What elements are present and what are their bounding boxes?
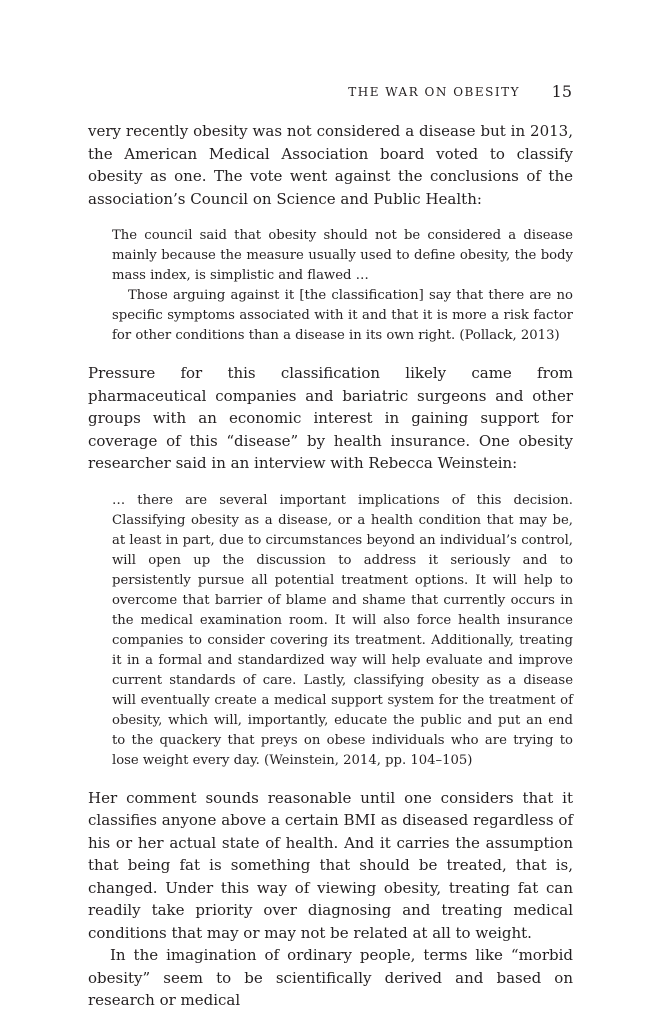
paragraph-2: Pressure for this classification likely came from pharmaceutical companies and bariatric surgeons and other groups with an economic interest in gaining support for coverage of this “disease” by health insurance. One obesity researcher said in an interview with Rebecca Weinstein:	[88, 364, 573, 472]
block-quote-2	[112, 491, 573, 771]
paragraph-3: Her comment sounds reasonable until one considers that it classifies anyone above a certain BMI as diseased regardless of his or her actual state of health. And it carries the assumption that being fat is something that should be treated, that is, changed. Under this way of viewing obesity, treating fat can readily take priority over diagnosing and treating medical conditions that may or may not be related at all to weight.	[88, 788, 573, 942]
page-number: 15	[551, 82, 572, 101]
block-quote-1-paragraph-1: The council said that obesity should not be considered a disease mainly because the measure usually used to define obesity, the body mass index, is simplistic and flawed …	[112, 228, 573, 283]
paragraph-4: In the imagination of ordinary people, terms like “morbid obesity” seem to be scientifically derived and based on research or medical	[88, 946, 573, 1009]
block-quote-1	[112, 226, 573, 346]
body-text	[88, 120, 573, 1012]
paragraph-1: very recently obesity was not considered a disease but in 2013, the American Medical Association board voted to classify obesity as one. The vote went against the conclusions of the association’s Council on Science and Public Health:	[88, 122, 573, 208]
block-quote-1-paragraph-2: Those arguing against it [the classification] say that there are no specific symptoms associated with it and that it is more a risk factor for other conditions than a disease in its own right. (Pollack, 2013)	[112, 288, 573, 343]
running-head	[88, 82, 574, 104]
running-title: THE WAR ON OBESITY	[348, 85, 520, 99]
block-quote-2-paragraph: … there are several important implications of this decision. Classifying obesity as a disease, or a health condition that may be, at least in part, due to circumstances beyond an individual’s control, will open up the discussion to address it seriously and to persistently pursue all potential treatment options. It will help to overcome that barrier of blame and shame that currently occurs in the medical examination room. It will also force health insurance companies to consider covering its treatment. Additionally, treating it in a formal and standardized way will help evaluate and improve current standards of care. Lastly, classifying obesity as a disease will eventually create a medical support system for the treatment of obesity, which will, importantly, educate the public and put an end to the quackery that preys on obese individuals who are trying to lose weight every day. (Weinstein, 2014, pp. 104–105)	[112, 492, 573, 768]
